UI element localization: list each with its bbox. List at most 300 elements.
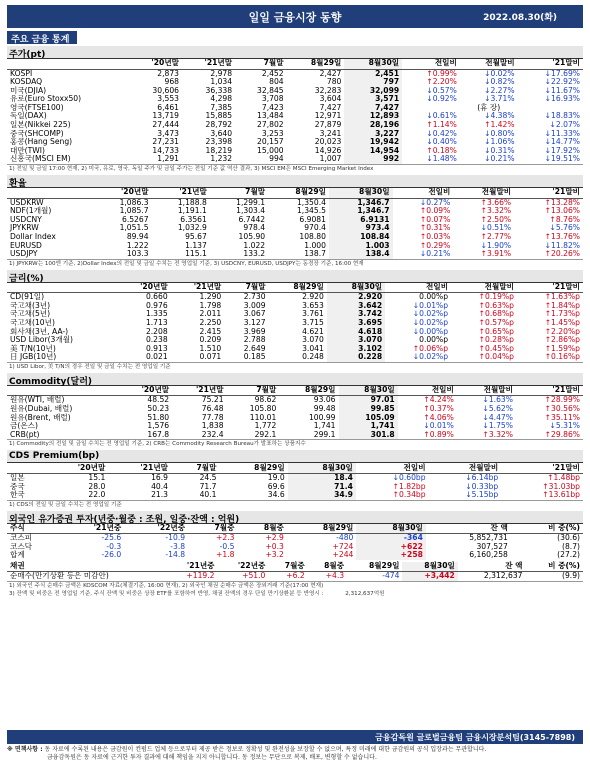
table-cell: 3.041	[302, 343, 324, 353]
table-cell: ↑0.09%	[419, 206, 451, 216]
table-cell: 27,879	[314, 120, 342, 130]
column-header: 8월29일	[219, 463, 287, 473]
table-cell: +2.9	[265, 533, 284, 543]
table-cell: +4.3	[325, 571, 345, 581]
table-cell: 3,708	[261, 94, 284, 104]
table-cell: ↓0.21%	[484, 154, 515, 164]
table-cell: 0.00%p	[419, 292, 449, 302]
table-cell: 4.618	[327, 328, 385, 337]
table-cell: ↑0.16%p	[544, 352, 580, 362]
table-cell: 6.5267	[121, 214, 149, 224]
column-header: 전일비	[356, 463, 429, 473]
table-cell: (9.9)	[561, 571, 580, 581]
table-cell: 1,299.1	[236, 197, 266, 207]
table-cell: 138.7	[304, 249, 326, 259]
row-label: 원유(Dubai, 배럴)	[10, 404, 73, 414]
table-cell: 6.9081	[299, 214, 326, 224]
table-cell: 992	[344, 155, 402, 164]
row-label: 원유(Brent, 배럴)	[10, 412, 71, 422]
table-cell: ↑0.03%	[419, 231, 451, 241]
table-cell: +244	[332, 550, 354, 560]
table-cell: 3.742	[327, 310, 385, 319]
table-cell: ↓11.33%	[544, 128, 580, 138]
table-cell: +258	[356, 551, 426, 560]
table-cell: 1,191.1	[177, 206, 207, 216]
table-cell: ↓5.15bp	[465, 490, 499, 500]
table-cell: 292.1	[254, 429, 277, 439]
column-header: '22년중	[218, 562, 269, 572]
column-header: '21년말	[152, 188, 210, 198]
table-cell: 973.4	[329, 224, 393, 233]
table-cell: +6.2	[286, 571, 305, 581]
table-cell: 2.730	[243, 292, 266, 302]
table-cell: ↑3.66%	[480, 197, 512, 207]
row-label: 미국(DJIA)	[10, 85, 47, 95]
commodity-note: 1) Commodity의 전일 및 금일 수치는 전 영업일 기준, 2) CRB는 Commodity Research Bureau가 발표하는 상품지수	[7, 439, 583, 448]
table-cell: ↓2.07%	[549, 120, 580, 130]
table-cell: ↑1.45%p	[544, 317, 580, 327]
column-header: 전월말비	[457, 386, 516, 396]
table-cell: ↓0.01%	[423, 421, 454, 431]
table-cell: 3.653	[302, 300, 324, 310]
table-cell: 24.5	[199, 472, 217, 482]
table-cell: 6.7442	[238, 214, 266, 224]
table-cell: ↓2.27%	[484, 85, 515, 95]
row-label: USDKRW	[10, 197, 44, 207]
table-cell: 780	[326, 77, 342, 87]
column-header: '20년말	[117, 283, 171, 293]
table-cell: ↓1.48%	[426, 154, 457, 164]
table-row	[7, 431, 583, 440]
table-cell: -364	[356, 534, 426, 543]
table-cell: 27,444	[152, 120, 179, 130]
table-cell: 99.48	[313, 404, 336, 414]
table-cell: 1.000	[304, 240, 326, 250]
column-header: '21말비	[501, 463, 583, 473]
table-cell: 232.4	[201, 429, 224, 439]
table-cell: 77.78	[201, 412, 224, 422]
table-cell: 14,733	[152, 145, 179, 155]
table-cell: ↑8.76%	[549, 214, 580, 224]
table-cell: 1.798	[199, 300, 222, 310]
table-cell: ↓22.92%	[544, 77, 580, 87]
column-header: '21년말	[182, 59, 235, 69]
fx-section	[7, 175, 583, 268]
stocks-label: 주가(pt)	[7, 46, 583, 59]
table-cell: 0.021	[145, 352, 168, 362]
table-cell: 6.3561	[180, 214, 207, 224]
table-cell: 968	[164, 77, 179, 87]
table-cell: ↓1.75%	[482, 421, 513, 431]
table-cell: 1,350.4	[296, 197, 326, 207]
table-cell: 1.290	[199, 292, 222, 302]
table-row	[7, 572, 583, 581]
column-header: '21말비	[517, 283, 583, 293]
table-cell: ↓0.42%	[426, 128, 457, 138]
table-cell: 3,553	[157, 94, 179, 104]
column-header: 8월29일	[287, 59, 345, 69]
table-cell: 18.4	[288, 473, 356, 482]
table-cell: 50.23	[147, 404, 170, 414]
table-cell: 1,303.4	[236, 206, 266, 216]
row-label: 국고채(3년)	[10, 300, 51, 310]
table-cell: 20,157	[257, 137, 284, 147]
row-label: 국고채(10년)	[10, 317, 55, 327]
table-cell: ↑3.32%	[482, 429, 513, 439]
table-cell: ↑2.20%	[426, 77, 457, 87]
table-cell: 0.209	[199, 335, 222, 345]
row-label: CRB(pt)	[10, 429, 40, 439]
stocks-section	[7, 46, 583, 173]
table-cell: 108.80	[299, 231, 326, 241]
table-cell: ↓18.83%	[544, 111, 580, 121]
column-header: 전일비	[402, 59, 460, 69]
disclaimer-text-2: 금융감독원은 동 자료에 근거한 투자 결과에 대해 책임을 지지 아니합니다. 동 정보는 무단으로 복제, 배포, 변형할 수 없습니다.	[47, 754, 377, 761]
column-header: '21년말	[108, 463, 171, 473]
table-cell: ↓0.92%	[426, 94, 457, 104]
table-row	[7, 491, 583, 500]
table-cell: 7,427	[319, 102, 342, 112]
table-cell: 6.9131	[329, 216, 393, 225]
row-label: JPYKRW	[10, 223, 39, 233]
table-cell: ↑1.14%	[426, 120, 457, 130]
table-cell: 105.09	[339, 414, 398, 423]
table-cell: +622	[356, 543, 426, 552]
table-cell: 105.90	[238, 231, 266, 241]
table-cell: 299.1	[313, 429, 336, 439]
column-header: 8월30일	[402, 562, 457, 572]
table-cell: 0.228	[327, 353, 385, 362]
table-cell: ↓0.80%	[484, 128, 515, 138]
column-header: '20년말	[118, 386, 172, 396]
row-label: KOSPI	[10, 68, 33, 78]
table-cell: 4.621	[302, 326, 324, 336]
table-cell: 970.4	[304, 223, 326, 233]
report-date: 2022.08.30(화)	[483, 13, 557, 23]
table-cell: 22.0	[88, 490, 106, 500]
row-label: 회사채(3년, AA-)	[10, 326, 69, 336]
table-cell: ↑13.06%	[544, 206, 580, 216]
column-header: 8월중	[308, 562, 347, 572]
table-cell: 3,241	[319, 128, 342, 138]
table-cell: 0.238	[145, 335, 168, 345]
commodity-label: Commodity(달러)	[7, 373, 583, 386]
table-cell: 51.80	[147, 412, 170, 422]
table-cell: 0.185	[243, 352, 266, 362]
commodity-table	[7, 386, 583, 439]
table-cell: ↓0.02%p	[412, 309, 449, 319]
row-label: USDCNY	[10, 214, 42, 224]
table-cell: 1,741	[339, 422, 398, 431]
table-cell: ↓17.92%	[544, 145, 580, 155]
row-label: 일본(Nikkei 225)	[10, 120, 71, 130]
column-header: '21년중	[166, 562, 218, 572]
column-header: '20년말	[129, 59, 182, 69]
row-label: 美 T/N(10년)	[10, 343, 56, 353]
row-label: 코스피	[10, 533, 33, 543]
column-header: '21년중	[60, 524, 124, 534]
report-title: 일일 금융시장 동향	[248, 11, 342, 24]
table-cell: ↓0.61%	[426, 111, 457, 121]
row-label: 금(온스)	[10, 421, 38, 431]
foreign-note-1: 1) 외국인 주식 순매수 금액은 KOSCOM 자료(체결기준, 16:00 현재), 2) 외국인 채권 순매수 금액은 장외거래 기준(17:00 현재)	[7, 581, 583, 590]
row-label: KOSDAQ	[10, 77, 43, 87]
fx-label: 환율	[7, 175, 583, 188]
table-cell: 1,838	[201, 421, 224, 431]
table-cell: ↑0.28%p	[478, 335, 514, 345]
table-cell: 138.4	[329, 250, 393, 259]
table-cell: 2.920	[327, 293, 385, 302]
table-cell: 3.127	[243, 317, 266, 327]
table-cell: 6,160,258	[469, 550, 508, 560]
table-cell: 12,971	[314, 111, 342, 121]
table-cell: 97.01	[339, 396, 398, 405]
row-label: USDJPY	[10, 249, 38, 259]
table-cell: ↑1.42%	[484, 120, 515, 130]
table-cell: ↑0.99%	[426, 68, 457, 78]
table-cell: 3.715	[302, 317, 324, 327]
table-cell: 1.510	[199, 343, 222, 353]
table-cell: -0.5	[219, 541, 235, 551]
table-cell: 133.2	[243, 249, 266, 259]
table-cell: 2.788	[243, 335, 266, 345]
table-cell: ↓0.33bp	[465, 481, 499, 491]
table-cell: 32,283	[314, 85, 342, 95]
table-cell: ↑1.48bp	[547, 472, 580, 482]
table-cell: 2,452	[261, 68, 284, 78]
foreign-section	[7, 511, 583, 598]
table-cell: 1.022	[243, 240, 266, 250]
row-label: 한국	[10, 490, 25, 500]
table-cell: 2,312,637	[483, 571, 523, 581]
table-cell: 1,032.9	[177, 223, 207, 233]
table-cell: ↓0.02%p	[412, 352, 449, 362]
table-row	[7, 155, 583, 164]
table-cell: 2,451	[344, 69, 402, 78]
foreign-stock-table	[7, 524, 583, 560]
table-cell: ↑0.37%	[423, 404, 454, 414]
table-cell: 110.01	[249, 412, 277, 422]
row-label: Dollar Index	[10, 231, 56, 241]
table-cell: 1,086.3	[119, 197, 149, 207]
table-header-row	[7, 524, 583, 534]
table-cell: 34.9	[288, 491, 356, 500]
table-cell: 6,461	[157, 102, 179, 112]
table-cell: 99.85	[339, 405, 398, 414]
column-header	[7, 59, 129, 69]
column-header: 7월말	[227, 386, 280, 396]
row-label: 순매수(만기상환 등은 미감안)	[10, 571, 109, 581]
table-cell: 3.761	[302, 309, 324, 319]
table-cell: ↓1.63%	[482, 395, 513, 405]
table-cell: 71.7	[199, 481, 217, 491]
cds-label: CDS Premium(bp)	[7, 450, 583, 463]
table-cell: -480	[336, 533, 354, 543]
table-cell: 4,298	[210, 94, 233, 104]
row-label: 중국(SHCOMP)	[10, 128, 64, 138]
cds-table	[7, 463, 583, 499]
table-cell: 1,232	[210, 154, 233, 164]
column-header: 전일비	[385, 283, 451, 293]
column-header: 7월말	[171, 463, 219, 473]
table-cell: ↑28.99%	[544, 395, 580, 405]
table-cell: ↓5.76%	[549, 223, 580, 233]
table-cell: 0.248	[302, 352, 324, 362]
table-cell: ↓0.31%	[484, 145, 515, 155]
table-cell: 89.94	[126, 231, 149, 241]
column-header: 8월중	[237, 524, 286, 534]
table-cell: 69.6	[267, 481, 285, 491]
table-cell: ↓5.31%	[549, 421, 580, 431]
table-cell: ↓6.14bp	[465, 472, 499, 482]
table-cell: 20,023	[314, 137, 342, 147]
table-cell: 1,291	[157, 154, 179, 164]
column-header: 8월30일	[288, 463, 356, 473]
table-cell: ↑1.59%p	[544, 343, 580, 353]
table-cell: (8.7)	[561, 541, 580, 551]
table-cell: 28,196	[344, 121, 402, 130]
table-cell: 14,926	[314, 145, 342, 155]
table-header-row	[7, 386, 583, 396]
table-cell: 16.9	[151, 472, 168, 482]
table-cell: ↑0.65%p	[478, 326, 514, 336]
table-cell: 1,772	[254, 421, 277, 431]
table-cell: +0.3	[265, 541, 284, 551]
row-label: 국고채(5년)	[10, 309, 51, 319]
foreign-note-2-text: 3) 잔액 및 비중은 전 영업일 기준, 주식 잔액 및 비중은 상장 ETF를 포함하여 반영, 채권 잔액의 경우 단일 만기상환분 등 반영시 :	[9, 591, 324, 598]
table-cell: 1.003	[329, 242, 393, 251]
table-cell: +1.8	[216, 550, 235, 560]
row-label: 합계	[10, 550, 25, 560]
table-cell: ↓0.82%	[484, 77, 515, 87]
table-cell: 28.0	[88, 481, 106, 491]
table-cell: 3.070	[302, 335, 324, 345]
table-cell: ↑13.76%	[544, 231, 580, 241]
table-cell: 18,219	[205, 145, 233, 155]
table-cell: ↓11.82%	[544, 240, 580, 250]
table-cell: ↓0.27%	[419, 197, 451, 207]
table-cell: ↑0.29%	[419, 240, 451, 250]
table-cell: 1,346.7	[329, 207, 393, 216]
table-cell: ↓16.93%	[544, 94, 580, 104]
table-cell: 3,253	[261, 128, 284, 138]
table-cell: 1,346.7	[329, 198, 393, 207]
table-cell: ↑2.77%	[480, 231, 512, 241]
table-cell: ↓0.02%	[484, 68, 515, 78]
column-header: 전월말비	[429, 463, 502, 473]
column-header: '22년중	[124, 524, 188, 534]
table-cell: 301.8	[339, 431, 398, 440]
table-cell: 5,852,731	[469, 533, 508, 543]
table-cell: 115.1	[185, 249, 207, 259]
table-cell: ↑31.03bp	[542, 481, 580, 491]
table-cell: ↑0.57%p	[478, 317, 514, 327]
table-cell: ↓14.77%	[544, 137, 580, 147]
rates-label: 금리(%)	[7, 270, 583, 283]
table-cell: ↑3.32%	[480, 206, 512, 216]
column-header: 전월말비	[451, 283, 517, 293]
table-cell: 3,640	[210, 128, 233, 138]
table-cell: 28,792	[205, 120, 233, 130]
table-cell: 23,398	[205, 137, 233, 147]
table-cell: +2.3	[216, 533, 235, 543]
column-header: 7월말	[210, 188, 268, 198]
table-cell: 75.21	[201, 395, 224, 405]
table-cell: 36,338	[205, 85, 233, 95]
stocks-note: 1) 전일 및 금일 17:00 현재, 2) 미국, 유로, 영국, 독일 주가 및 금일 주가는 전일 기준 값 역산 결과, 3) MSCI EM은 MSCI Emerging Market Index	[7, 164, 583, 173]
table-cell: 103.3	[126, 249, 149, 259]
table-cell: 13,719	[152, 111, 179, 121]
table-cell: ↓0.51%	[480, 223, 512, 233]
column-header: 잔 액	[426, 524, 511, 534]
rates-section	[7, 270, 583, 371]
table-cell: 3.009	[243, 300, 266, 310]
table-cell: 98.62	[254, 395, 277, 405]
table-cell: 40.4	[151, 481, 168, 491]
table-row	[7, 250, 583, 259]
table-cell: 1,085.7	[119, 206, 149, 216]
table-cell: 40.1	[199, 490, 217, 500]
column-header: 비 중(%)	[511, 524, 583, 534]
table-cell: ↑0.18%	[426, 145, 457, 155]
table-cell: ↑0.04%p	[478, 352, 514, 362]
table-cell: ↑0.63%p	[478, 300, 514, 310]
table-cell: 2.649	[243, 343, 266, 353]
table-cell: +3,442	[402, 572, 457, 581]
column-header: 8월29일	[268, 188, 329, 198]
table-cell: 994	[269, 154, 284, 164]
column-header: '21말비	[518, 59, 583, 69]
table-cell: ↑13.61bp	[542, 490, 580, 500]
row-label: 일본	[10, 472, 25, 482]
column-header: 8월30일	[339, 386, 398, 396]
column-header: 7월말	[235, 59, 287, 69]
table-cell: 0.660	[145, 292, 168, 302]
row-label: 신흥국(MSCI EM)	[10, 154, 71, 164]
table-cell: -10.9	[165, 533, 186, 543]
table-cell: 76.48	[201, 404, 224, 414]
table-cell: 0.913	[145, 343, 168, 353]
column-header: 8월30일	[329, 188, 393, 198]
table-cell: 3,227	[344, 130, 402, 139]
table-cell: 27,231	[152, 137, 179, 147]
table-cell: 1,034	[210, 77, 233, 87]
table-cell: ↑1.73%p	[544, 309, 580, 319]
table-cell: ↓11.67%	[544, 85, 580, 95]
table-cell: +119.2	[186, 571, 215, 581]
fx-table	[7, 188, 583, 259]
table-cell: 13,484	[257, 111, 284, 121]
table-cell: +3.2	[265, 550, 284, 560]
table-cell: 93.06	[313, 395, 336, 405]
table-cell: 32,845	[257, 85, 284, 95]
table-cell: 105.80	[249, 404, 277, 414]
column-header: '21말비	[514, 188, 583, 198]
table-cell: ↑1.63%p	[544, 292, 580, 302]
table-cell: (30.6)	[557, 533, 580, 543]
column-header: 8월29일	[347, 562, 402, 572]
table-cell: 108.84	[329, 233, 393, 242]
table-cell: 1.137	[185, 240, 207, 250]
table-cell: +51.0	[242, 571, 266, 581]
foreign-bond-table	[7, 562, 583, 581]
table-cell: ↑1.84%p	[544, 300, 580, 310]
table-cell: ↑0.45%p	[478, 343, 514, 353]
table-cell: 3.067	[243, 309, 266, 319]
disclaimer-label: ※ 면책사항 :	[7, 746, 43, 753]
table-header-row	[7, 188, 583, 198]
table-cell: 48.52	[147, 395, 170, 405]
